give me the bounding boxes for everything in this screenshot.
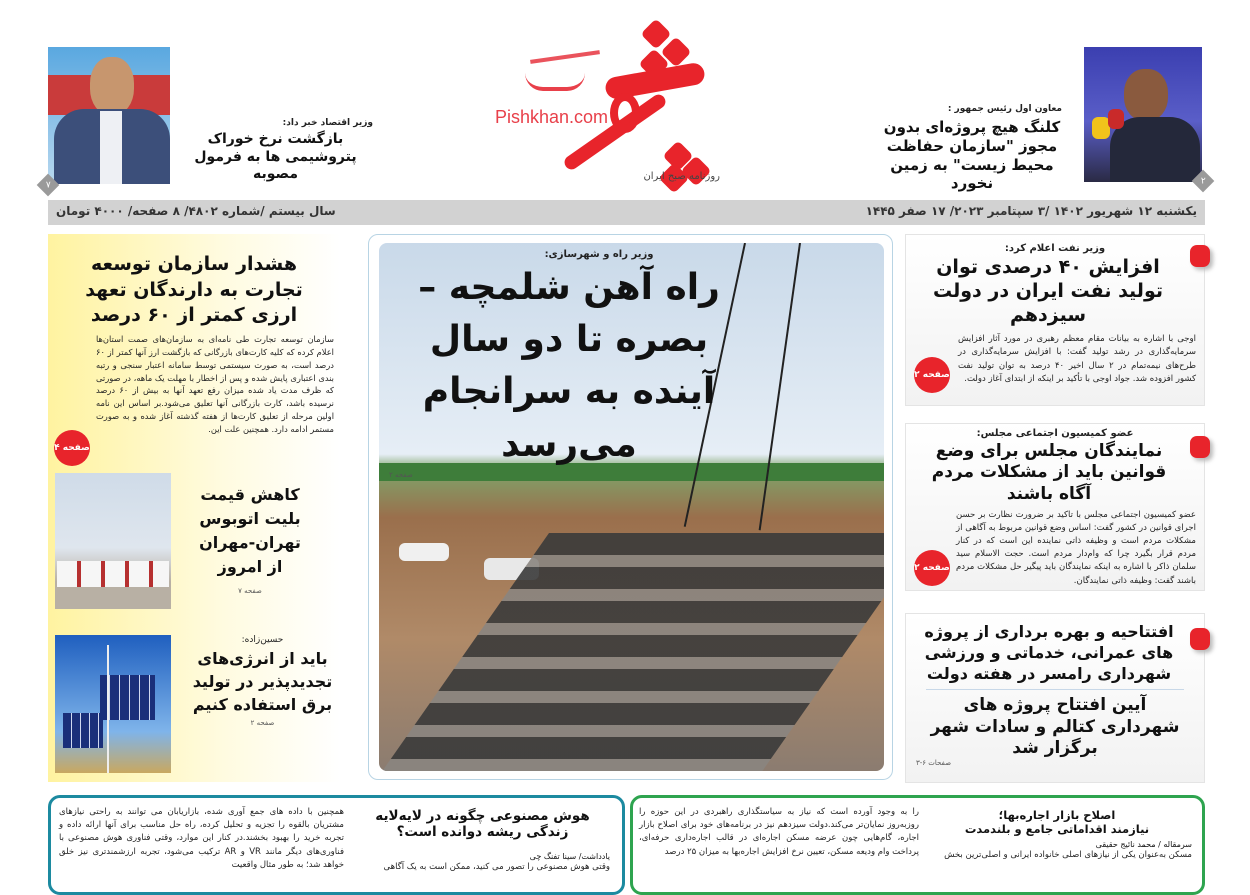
logo-art bbox=[495, 15, 715, 195]
parliament-story[interactable] bbox=[905, 423, 1205, 591]
kicker: وزیر نفت اعلام کرد: bbox=[1004, 243, 1106, 254]
issue-info: سال بیستم /شماره ۴۸۰۲/ ۸ صفحه/ ۴۰۰۰ تومان bbox=[56, 204, 336, 218]
economy-minister-photo[interactable] bbox=[48, 47, 170, 184]
story-body: مسکن به‌عنوان یکی از نیازهای اصلی خانواده ایرانی و اصلی‌ترین بخش bbox=[944, 849, 1192, 860]
headline: کلنگ هیچ پروژه‌ای بدون مجوز "سازمان حفاظت محیط زیست" به زمین نخورد bbox=[883, 118, 1061, 193]
headline: نیازمند اقداماتی جامع و بلندمدت bbox=[964, 822, 1150, 837]
headline: افزایش ۴۰ درصدی توان تولید نفت ایران در دولت سیزدهم bbox=[933, 256, 1163, 326]
headline: افتتاحیه و بهره برداری از پروژه های عمرانی، خدماتی و ورزشی شهرداری رامسر در هفته دولت bbox=[924, 622, 1174, 683]
top-right-teaser[interactable] bbox=[872, 104, 1072, 193]
headline: کاهش قیمت بلیت اتوبوس تهران-مهران از امروز bbox=[199, 485, 301, 576]
headline: باید از انرژی‌های تجدیدپذیر در تولید برق استفاده کنیم bbox=[192, 649, 333, 715]
headline: هشدار سازمان توسعه تجارت به دارندگان تعهد ارزی کمتر از ۶۰ درصد bbox=[85, 253, 303, 327]
lead-headline: راه آهن شلمچه – بصره تا دو سال آینده به سرانجام می‌رسد bbox=[418, 267, 720, 465]
headline: نمایندگان مجلس برای وضع قوانین باید از مشکلات مردم آگاه باشند bbox=[931, 441, 1167, 504]
page-badge[interactable]: صفحه ۲ bbox=[914, 550, 950, 586]
solar-story[interactable] bbox=[185, 635, 340, 727]
headline: اصلاح بازار اجاره‌بها؛ bbox=[998, 808, 1116, 822]
bus-story[interactable] bbox=[195, 483, 305, 595]
bus-photo[interactable] bbox=[55, 473, 171, 609]
page-badge: ۷ bbox=[37, 174, 60, 197]
kicker: حسین‌زاده: bbox=[241, 635, 284, 645]
story-body: اوجی با اشاره به بیانات مقام معظم رهبری در مورد آثار افزایش سرمایه‌گذاری در رشد تولید گفت: با افزایش سرمایه‌گذاری در طرح‌های نیمه‌تمام در ۲ سال اخیر ۴۰ درصد به توان تولید نفت کشور افزوده شد. جواد اوجی با تأکید بر اینکه از ابتدای آغاز دولت. bbox=[958, 334, 1197, 384]
page-badge: ۲ bbox=[1192, 170, 1215, 193]
headline: بازگشت نرخ خوراک پتروشیمی ها به فرمول مصوبه bbox=[194, 131, 357, 182]
rent-editorial[interactable] bbox=[630, 795, 1205, 895]
page-ref: صفحه ۲ bbox=[389, 470, 413, 479]
kicker: وزیر راه و شهرسازی: bbox=[544, 249, 654, 260]
kicker: وزیر اقتصاد خبر داد: bbox=[282, 118, 373, 128]
page-badge[interactable]: صفحه ۲ bbox=[914, 357, 950, 393]
kicker: عضو کمیسیون اجتماعی مجلس: bbox=[976, 428, 1134, 439]
oil-story[interactable] bbox=[905, 234, 1205, 406]
ramsar-story[interactable] bbox=[905, 613, 1205, 783]
page-badge[interactable]: صفحه ۴ bbox=[54, 430, 90, 466]
page-ref: صفحه ۷ bbox=[238, 587, 262, 595]
solar-photo[interactable] bbox=[55, 635, 171, 773]
story-body: همچنین با داده های جمع آوری شده، بازاریابان می توانند به راحتی نیازهای مشتریان بالقوه را تجزیه و تحلیل کرده، راه حل مناسب برای آنها ارائه داده و تجربه خرید را بهبود بخشند.در کنار این موارد، وقتی فناوری هوش مصنوعی با فناوری‌های دیگر مانند VR و AR ترکیب می‌شود، تجربه ارزشمندتری نیز خلق خواهد شد؛ به طور مثال واقعیت bbox=[59, 807, 345, 870]
page-ref: صفحه ۲ bbox=[250, 718, 275, 727]
date-bar bbox=[48, 200, 1205, 225]
headline: هوش مصنوعی چگونه در لایه‌لایه زندگی ریشه دوانده است؟ bbox=[375, 808, 590, 841]
page-ref: صفحات ۶-۳ bbox=[916, 759, 952, 768]
date-text: یکشنبه ۱۲ شهریور ۱۴۰۲ /۳ سپتامبر ۲۰۲۳/ ۱۷ صفر ۱۴۴۵ bbox=[865, 204, 1197, 218]
byline: یادداشت/ سینا تفنگ چی bbox=[529, 852, 610, 862]
kicker: معاون اول رئیس جمهور : bbox=[947, 104, 1062, 114]
red-marker bbox=[1190, 628, 1210, 650]
tagline: روزنامه صبح ایران bbox=[643, 171, 720, 182]
story-body: سازمان توسعه تجارت طی نامه‌ای به سازمان‌های صمت استان‌ها اعلام کرده که کلیه کارت‌های بازرگانی که بازگشت ارز آنها کمتر از ۶۰ درصد است، به صورت سیستمی توسط سامانه اعتبار سنجی و رتبه بندی اعتباری پایش شده و پس از اخطار با مهلت یک ماهه، در صورتی که ظرف مدت یاد شده میزان رفع تعهد آنها به بیش از ۶۰ درصد نرسیده باشد، کارت بازرگانی آنها تعلیق می‌شود.بر اساس این نامه اولین مرحله از تعلیق کارت‌ها از هفته گذشته آغاز شده و به صورت مستمر ادامه دارد. همچنین علت این. bbox=[96, 333, 334, 434]
red-marker bbox=[1190, 245, 1210, 267]
top-left-teaser[interactable] bbox=[178, 118, 373, 184]
byline: سرمقاله / محمد نائیج حقیقی bbox=[1095, 839, 1192, 849]
story-body: عضو کمیسیون اجتماعی مجلس با تاکید بر ضرورت نظارت بر حسن اجرای قوانین در کشور گفت: اساس وضع قوانین مربوط به آگاهی از مشکلات مردم است و وظیفه ذاتی نماینده این است که در کنار مردم قرار بگیرد چرا که وام‌دار مردم است. حجت الاسلام سید سلمان ذاکر با اشاره به اینکه نمایندگان باید پیگیر حل مشکلات مردم باشند گفت: وظیفه ذاتی نمایندگان. bbox=[956, 509, 1196, 586]
story-body: وقتی هوش مصنوعی را تصور می کنید، ممکن است به یک آگاهی bbox=[383, 862, 610, 873]
masthead-logo[interactable] bbox=[495, 15, 720, 195]
headline: آیین افتتاح پروژه های شهرداری کتالم و سادات شهر برگزار شد bbox=[930, 695, 1180, 758]
lead-story[interactable] bbox=[368, 234, 893, 780]
vice-president-photo[interactable] bbox=[1084, 47, 1202, 182]
trade-story[interactable] bbox=[50, 252, 338, 436]
story-body: را به وجود آورده است که نیاز به سیاستگذاری راهبردی در این حوزه را روزبه‌روز نمایان‌تر می‌کند.دولت سیزدهم نیز در برنامه‌های خود برای اصلاح بازار اجاره، گام‌هایی چون عرضه مسکن اجاره‌ای در قالب اجاره‌داری حرفه‌ای، پرداخت وام ودیعه مسکن، تعیین نرخ افزایش اجاره‌بها به میزان ۲۵ درصد bbox=[639, 807, 919, 857]
red-marker bbox=[1190, 436, 1210, 458]
watermark-en: Pishkhan.com bbox=[495, 107, 609, 127]
ai-article[interactable] bbox=[48, 795, 625, 895]
